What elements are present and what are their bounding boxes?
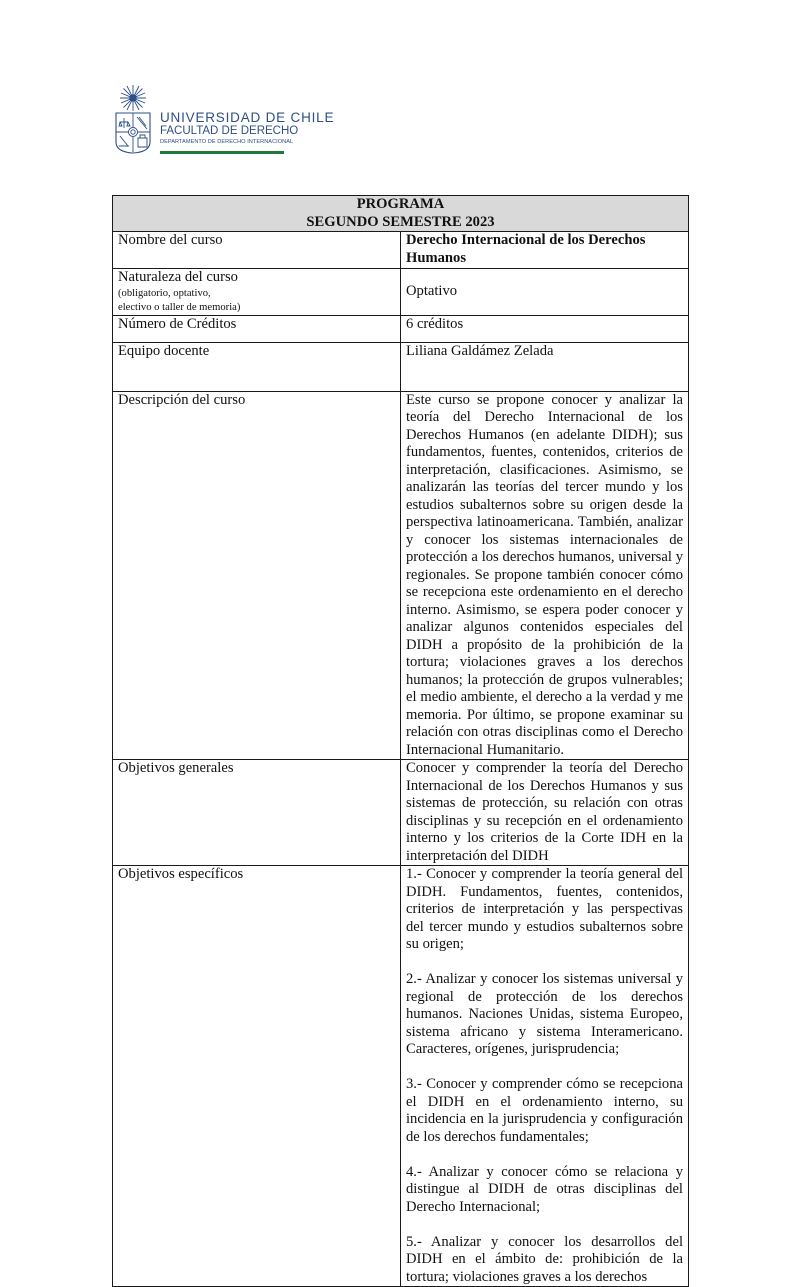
nature-label: Naturaleza del curso — [118, 269, 238, 285]
credits-label: Número de Créditos — [113, 315, 401, 342]
table-header-row — [113, 196, 689, 232]
program-semester: SEGUNDO SEMESTRE 2023 — [306, 213, 495, 230]
course-name-value: Derecho Internacional de los Derechos Humanos — [406, 232, 646, 266]
nature-sublabel-2: electivo o taller de memoria) — [118, 301, 241, 313]
nature-value-cell — [401, 269, 689, 316]
team-label: Equipo docente — [113, 342, 401, 391]
program-header — [113, 196, 689, 232]
course-program-table — [112, 195, 689, 1287]
specific-objective-item: 2.- Analizar y conocer los sistemas universal y regional de protección de los derechos humanos. Naciones Unidas, sistema Europeo, sistema africano y sistema Interamericano. Caracteres, orígenes, jurisprudencia; — [406, 971, 683, 1057]
specific-objectives-list — [401, 866, 689, 1287]
nature-value: Optativo — [406, 283, 458, 299]
specific-objective-item: 4.- Analizar y conocer cómo se relaciona y distingue al DIDH de otras disciplinas del Derecho Internacional; — [406, 1163, 683, 1215]
description-value: Este curso se propone conocer y analizar la teoría del Derecho Internacional de los Derechos Humanos (en adelante DIDH); sus fundamentos, fuentes, contenidos, criterios de interpretación, clasificaciones. Asimismo, se analizarán las teorías del tercer mundo y los estudios subalternos sobre su origen desde la perspectiva latinoamericana. También, analizar y conocer los sistemas internacionales de protección a los derechos humanos, universal y regionales. Se propone también conocer cómo se recepciona este ordenamiento en el derecho interno. Asimismo, se espera poder conocer y analizar algunos contenidos especiales del DIDH a propósito de la prohibición de la tortura; violaciones graves a los derechos humanos; la protección de grupos vulnerables; el medio ambiente, el derecho a la verdad y me memoria. Por último, se propone examinar su relación con otras disciplinas como el Derecho Internacional Humanitario. — [401, 391, 689, 760]
university-logo — [114, 84, 335, 156]
specific-objective-item: 5.- Analizar y conocer los desarrollos del DIDH en el ámbito de: prohibición de la tortura; violaciones graves a los derechos — [406, 1233, 683, 1285]
university-name: UNIVERSIDAD DE CHILE — [160, 110, 335, 125]
specific-objective-item: 1.- Conocer y comprender la teoría general del DIDH. Fundamentos, fuentes, contenidos, criterios de interpretación y las perspectivas del tercer mundo y estudios subalternos sobre su origen; — [406, 866, 683, 952]
table-row-nature — [113, 269, 689, 316]
faculty-name: FACULTAD DE DERECHO — [160, 125, 299, 137]
table-row-course-name — [113, 232, 689, 269]
logo-accent-bar — [160, 151, 284, 154]
team-value: Liliana Galdámez Zelada — [401, 342, 689, 391]
course-name-label: Nombre del curso — [113, 232, 401, 269]
nature-label-cell — [113, 269, 401, 316]
table-row-team — [113, 342, 689, 391]
program-title: PROGRAMA — [356, 196, 445, 212]
nature-sublabel-1: (obligatorio, optativo, — [118, 287, 211, 299]
university-name-block — [160, 110, 334, 154]
department-name: DEPARTAMENTO DE DERECHO INTERNACIONAL — [160, 139, 294, 145]
specific-objectives-label: Objetivos específicos — [113, 866, 401, 1287]
table-row-description — [113, 391, 689, 760]
table-row-general-objectives — [113, 760, 689, 866]
general-objectives-label: Objetivos generales — [113, 760, 401, 866]
specific-objective-item: 3.- Conocer y comprender cómo se recepciona el DIDH en el ordenamiento interno, su incidencia en la jurisprudencia y configuración de los derechos fundamentales; — [406, 1076, 683, 1145]
credits-value: 6 créditos — [401, 315, 689, 342]
table-row-specific-objectives — [113, 866, 689, 1287]
description-label: Descripción del curso — [113, 391, 401, 760]
course-name-cell — [401, 232, 689, 269]
table-row-credits — [113, 315, 689, 342]
university-crest-icon — [114, 84, 152, 154]
general-objectives-value: Conocer y comprender la teoría del Derecho Internacional de los Derechos Humanos y sus sistemas de protección, su relación con otras disciplinas y su recepción en el ordenamiento interno y los criterios de la Corte IDH en la interpretación del DIDH — [401, 760, 689, 866]
